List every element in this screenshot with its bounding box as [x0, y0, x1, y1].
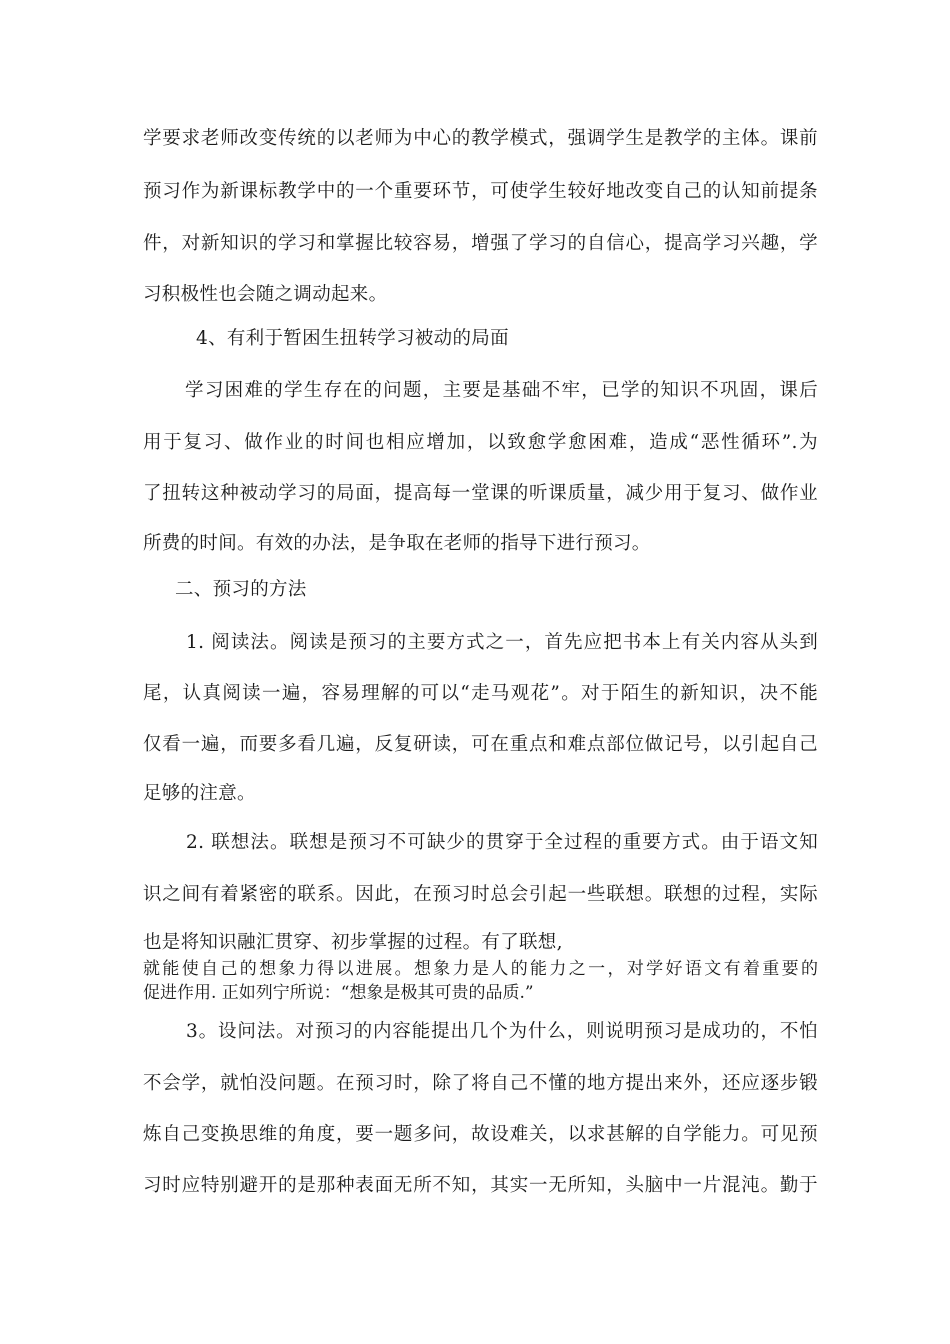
paragraph-line: 预习作为新课标教学中的一个重要环节，可使学生较好地改变自己的认知前提条 [143, 181, 818, 202]
paragraph-line: 1. 阅读法。阅读是预习的主要方式之一，首先应把书本上有关内容从头到 [186, 632, 818, 653]
paragraph-line: 就能使自己的想象力得以进展。想象力是人的能力之一，对学好语文有着重要的 [143, 959, 818, 979]
paragraph-line: 所费的时间。有效的办法，是争取在老师的指导下进行预习。 [143, 533, 651, 554]
paragraph-line: 3。设问法。对预习的内容能提出几个为什么，则说明预习是成功的，不怕 [186, 1021, 818, 1042]
paragraph-line: 2. 联想法。联想是预习不可缺少的贯穿于全过程的重要方式。由于语文知 [186, 832, 818, 853]
paragraph-line: 也是将知识融汇贯穿、初步掌握的过程。有了联想, [143, 932, 563, 953]
paragraph-line: 学习困难的学生存在的问题，主要是基础不牢，已学的知识不巩固，课后 [185, 380, 818, 401]
paragraph-line: 了扭转这种被动学习的局面，提高每一堂课的听课质量，减少用于复习、做作业 [143, 483, 818, 504]
paragraph-line: 学要求老师改变传统的以老师为中心的教学模式，强调学生是教学的主体。课前 [143, 128, 818, 149]
paragraph-line: 习时应特别避开的是那种表面无所不知，其实一无所知，头脑中一片混沌。勤于 [143, 1175, 818, 1196]
paragraph-line: 用于复习、做作业的时间也相应增加，以致愈学愈困难，造成“恶性循环”.为 [143, 432, 818, 453]
paragraph-line: 件，对新知识的学习和掌握比较容易，增强了学习的自信心，提高学习兴趣，学 [143, 233, 818, 254]
paragraph-line: 尾，认真阅读一遍，容易理解的可以“走马观花”。对于陌生的新知识，决不能 [143, 683, 818, 704]
paragraph-line: 炼自己变换思维的角度，要一题多问，故设难关，以求甚解的自学能力。可见预 [143, 1124, 818, 1145]
paragraph-line: 不会学，就怕没问题。在预习时，除了将自己不懂的地方提出来外，还应逐步锻 [143, 1073, 818, 1094]
paragraph-line: 足够的注意。 [143, 783, 256, 804]
section-heading: 4、有利于暂困生扭转学习被动的局面 [196, 328, 509, 349]
paragraph-line: 促进作用. 正如列宁所说：“想象是极其可贵的品质.” [143, 983, 534, 1003]
section-heading: 二、预习的方法 [175, 579, 307, 600]
paragraph-line: 习积极性也会随之调动起来。 [143, 284, 388, 305]
paragraph-line: 识之间有着紧密的联系。因此，在预习时总会引起一些联想。联想的过程，实际 [143, 884, 818, 905]
paragraph-line: 仅看一遍，而要多看几遍，反复研读，可在重点和难点部位做记号，以引起自己 [143, 734, 818, 755]
